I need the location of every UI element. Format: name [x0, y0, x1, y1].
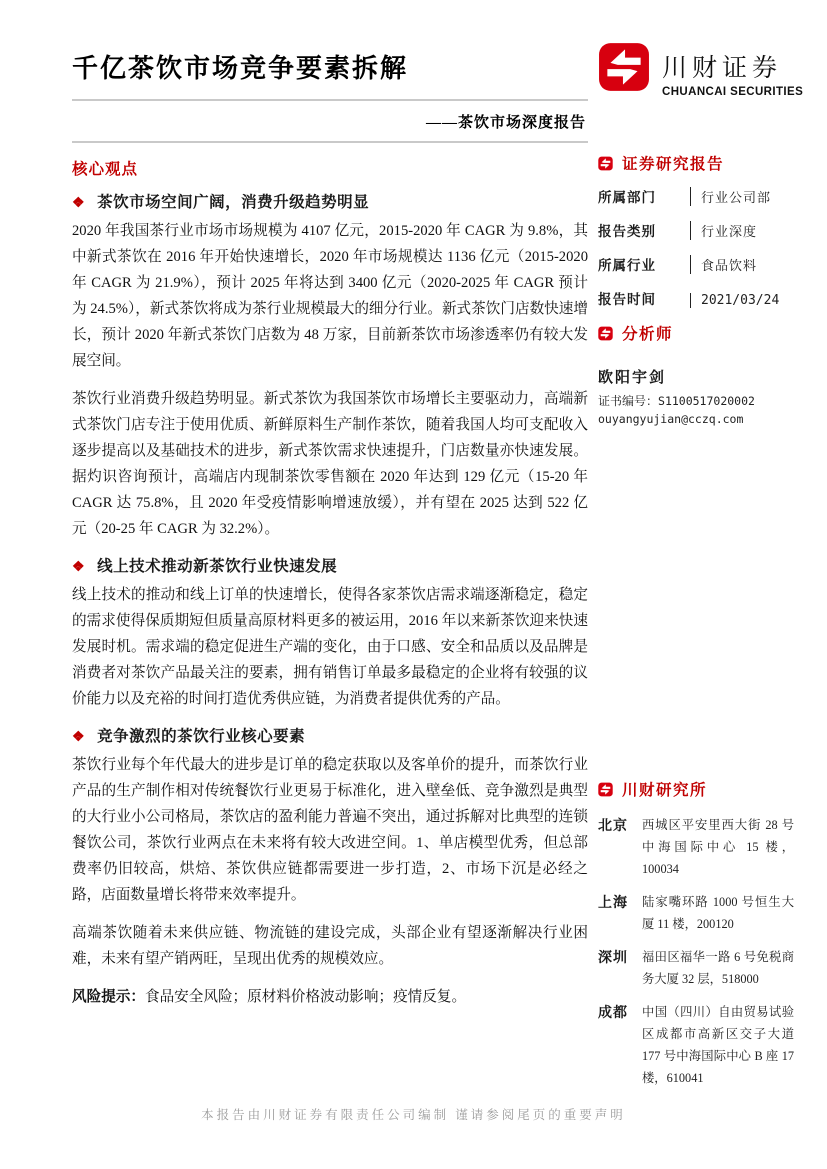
brand-mini-mark-icon: [598, 782, 613, 797]
sidebar: [598, 38, 804, 1100]
page-subtitle: ——茶饮市场深度报告: [425, 115, 586, 131]
info-value: 食品饮料: [690, 255, 757, 274]
brand-text: [662, 38, 803, 98]
offices-header: [598, 778, 794, 800]
analyst-header: [598, 322, 794, 344]
risk-text: 食品安全风险；原材料价格波动影响；疫情反复。: [144, 989, 467, 1005]
offices-title: 川财研究所: [622, 782, 708, 799]
page-title: 千亿茶饮市场竞争要素拆解: [72, 54, 409, 83]
brand-mini-mark-icon: [598, 326, 613, 341]
research-offices-section: [598, 778, 794, 1089]
info-value: 行业深度: [690, 221, 757, 240]
info-value-date: 2021/03/24: [690, 293, 779, 308]
report-info-section: [598, 152, 794, 308]
diamond-bullet-icon: ❖: [72, 730, 86, 745]
analyst-section: [598, 322, 794, 426]
brand-name-cn: 川财证券: [662, 55, 783, 82]
info-label: 所属行业: [598, 258, 656, 273]
main-content: [72, 40, 588, 1022]
cert-number: S1100517020002: [658, 394, 755, 408]
office-address: 陆家嘴环路 1000 号恒生大厦 11 楼，200120: [642, 895, 794, 931]
report-info-rows: [598, 186, 794, 308]
office-item-chengdu: [598, 1001, 794, 1089]
office-item-beijing: [598, 814, 794, 880]
divider-subtitle: [72, 141, 588, 143]
office-address: 中国（四川）自由贸易试验区成都市高新区交子大道 177 号中海国际中心 B 座 17 楼，610041: [642, 1005, 794, 1085]
core-views-title: 核心观点: [72, 161, 139, 178]
analyst-email: ouyangyujian@cczq.com: [598, 412, 744, 426]
body-paragraph: 茶饮行业每个年代最大的进步是订单的稳定获取以及客单价的提升，而茶饮行业产品的生产制作相对传统餐饮行业更易于标准化，进入壁垒低、竞争激烈是典型的大行业小公司格局，茶饮店的盈利能力普遍不突出，通过拆解对比典型的连锁餐饮公司，茶饮行业两点在未来将有较大改进空间。1、单店模型优秀，但总部费率仍旧较高，烘焙、茶饮供应链都需要进一步打造，2、市场下沉是必经之路，店面数量增长将带来效率提升。: [72, 757, 588, 903]
body-paragraph: 2020 年我国茶行业市场市场规模为 4107 亿元，2015-2020 年 CAGR 为 9.8%，其中新式茶饮在 2016 年开始快速增长，2020 年市场规模达 1136 亿元（2015-2020 年 CAGR 为 21.9%），预计 2025 年将达到 3400 亿元（2020-2025 年 CAGR 预计为 24.5%），新式茶饮将成为茶行业规模最大的细分行业。新式茶饮门店数快速增长，预计 2020 年新式茶饮门店数为 48 万家，目前新茶饮市场渗透率仍有较大发展空间。: [72, 223, 588, 369]
section-heading-text: 竞争激烈的茶饮行业核心要素: [97, 728, 306, 745]
info-row-industry: [598, 254, 794, 274]
section-heading: [72, 190, 588, 212]
office-city: 深圳: [598, 951, 628, 966]
analyst-title: 分析师: [622, 326, 674, 343]
body-paragraph: 高端茶饮随着未来供应链、物流链的建设完成，头部企业有望逐渐解决行业困难，未来有望产销两旺，呈现出优秀的规模效应。: [72, 925, 588, 967]
cert-label: 证书编号：: [598, 394, 659, 408]
office-list: [598, 814, 794, 1089]
brand-name-en: CHUANCAI SECURITIES: [662, 86, 804, 98]
analyst-cert: [598, 392, 794, 409]
diamond-bullet-icon: ❖: [72, 560, 86, 575]
office-city: 上海: [598, 896, 628, 911]
body-paragraph: 线上技术的推动和线上订单的快速增长，使得各家茶饮店需求端逐渐稳定，稳定的需求使得保质期短但质量高原材料更多的被运用，2016 年以来新茶饮迎来快速发展时机。需求端的稳定促进生产端的变化，由于口感、安全和品质以及品牌是消费者对茶饮产品最关注的要素，拥有销售订单最多最稳定的企业将有较强的议价能力以及充裕的时间打造优秀供应链，为消费者提供优秀的产品。: [72, 587, 588, 707]
footer-disclaimer: 本报告由川财证券有限责任公司编制 谨请参阅尾页的重要声明: [201, 1108, 626, 1122]
info-row-date: [598, 288, 794, 308]
section-heading: [72, 724, 588, 746]
report-info-header: [598, 152, 794, 174]
office-address: 福田区福华一路 6 号免税商务大厦 32 层，518000: [642, 950, 794, 986]
info-label: 报告类别: [598, 224, 656, 239]
info-value: 行业公司部: [690, 187, 771, 206]
office-item-shenzhen: [598, 946, 794, 990]
section-heading: [72, 554, 588, 576]
office-city: 北京: [598, 819, 628, 834]
body-paragraph: 茶饮行业消费升级趋势明显。新式茶饮为我国茶饮市场增长主要驱动力，高端新式茶饮门店专注于使用优质、新鲜原料生产制作茶饮，随着我国人均可支配收入逐步提高以及基础技术的进步，新式茶饮需求快速提升，门店数量亦快速发展。据灼识咨询预计，高端店内现制茶饮零售额在 2020 年达到 129 亿元（15-20 年 CAGR 达 75.8%，且 2020 年受疫情影响增速放缓），并有望在 2025 达到 522 亿元（20-25 年 CAGR 为 32.2%）。: [72, 391, 588, 537]
info-label: 报告时间: [598, 292, 656, 307]
report-info-title: 证券研究报告: [622, 156, 725, 173]
brand-mini-mark-icon: [598, 156, 613, 171]
info-row-department: [598, 186, 794, 206]
risk-label: 风险提示：: [72, 989, 145, 1005]
analyst-name: 欧阳宇剑: [598, 370, 667, 386]
office-item-shanghai: [598, 891, 794, 935]
section-heading-text: 线上技术推动新茶饮行业快速发展: [97, 558, 338, 575]
section-heading-text: 茶饮市场空间广阔，消费升级趋势明显: [97, 194, 370, 211]
info-row-category: [598, 220, 794, 240]
info-label: 所属部门: [598, 190, 656, 205]
risk-note: [72, 984, 588, 1010]
brand-logo: [598, 38, 804, 98]
office-city: 成都: [598, 1006, 628, 1021]
chuancai-s-mark-icon: [598, 38, 650, 96]
office-address: 西城区平安里西大街 28 号中海国际中心 15 楼，100034: [642, 818, 794, 876]
diamond-bullet-icon: ❖: [72, 196, 86, 211]
